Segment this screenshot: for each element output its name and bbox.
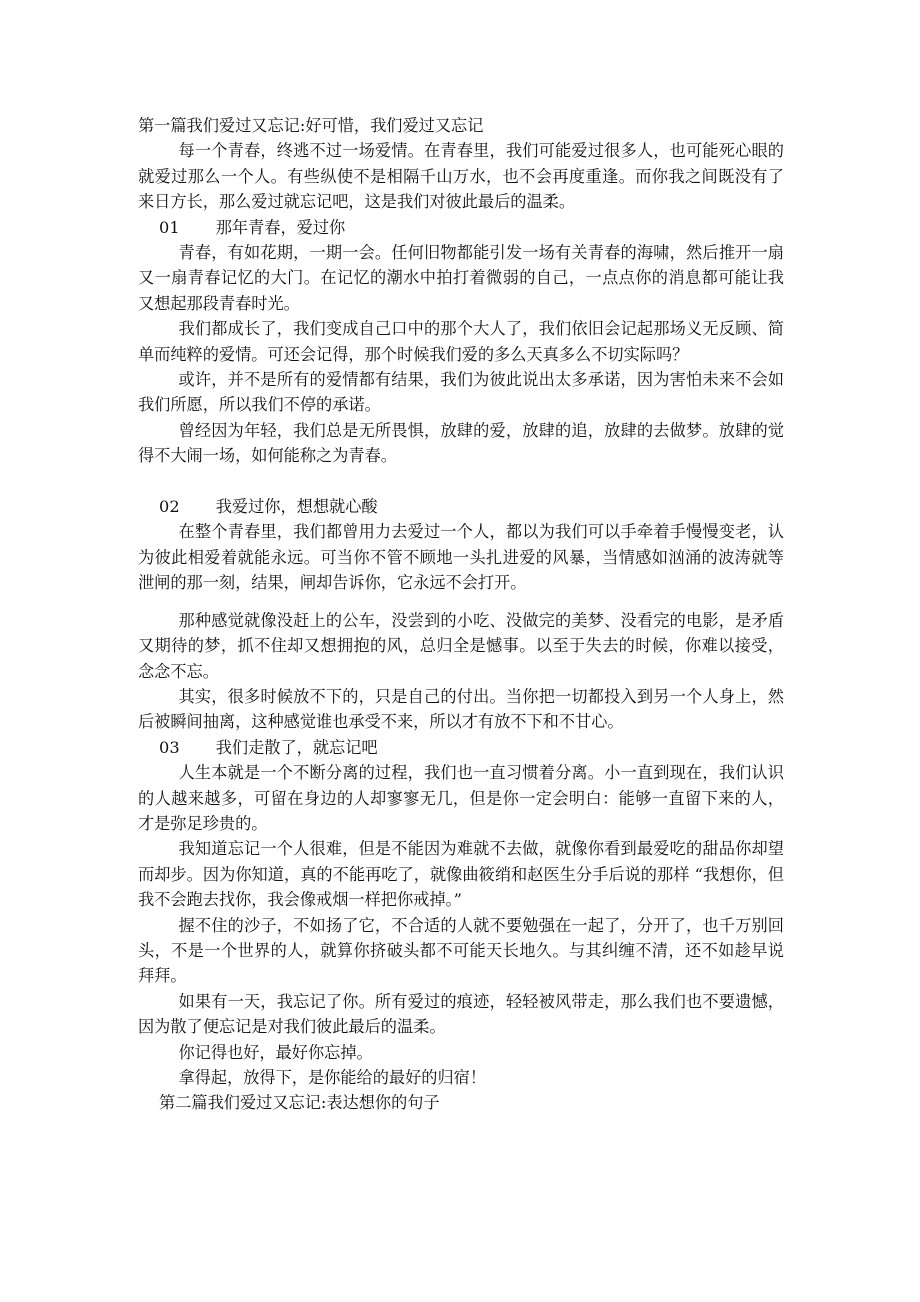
document-page [138, 113, 784, 1116]
section-title: 我爱过你，想想就心酸 [215, 497, 378, 517]
paragraph: 青春，有如花期，一期一会。任何旧物都能引发一场有关青春的海啸，然后推开一扇又一扇青春记忆的大门。在记忆的潮水中拍打着微弱的自己，一点点你的消息都可能让我又想起那段青春时光。 [138, 243, 784, 313]
article-title: 第一篇我们爱过又忘记:好可惜，我们爱过又忘记 [138, 116, 484, 135]
paragraph: 拿得起，放得下，是你能给的最好的归宿！ [178, 1068, 487, 1088]
paragraph: 那种感觉就像没赶上的公车，没尝到的小吃、没做完的美梦、没看完的电影，是矛盾又期待的梦，抓不住却又想拥抱的风，总归全是憾事。以至于失去的时候，你难以接受，念念不忘。 [138, 610, 784, 681]
section-title: 我们走散了，就忘记吧 [215, 737, 378, 757]
paragraph: 我们都成长了，我们变成自己口中的那个大人了，我们依旧会记起那场义无反顾、简单而纯粹的爱情。可还会记得，那个时候我们爱的多么天真多么不切实际吗？ [138, 319, 784, 364]
paragraph: 曾经因为年轻，我们总是无所畏惧，放肆的爱，放肆的追，放肆的去做梦。放肆的觉得不大闹一场，如何能称之为青春。 [138, 420, 784, 466]
section-number: 01 [159, 217, 180, 237]
section-heading-03 [138, 735, 784, 760]
spacer [138, 469, 784, 494]
section-number: 03 [159, 737, 180, 757]
paragraph: 在整个青春里，我们都曾用力去爱过一个人，都以为我们可以手牵着手慢慢变老，认为彼此相爱着就能永远。可当你不管不顾地一头扎进爱的风暴，当情感如汹涌的波涛就等泄闸的那一刻，结果，闸却告诉你，它永远不会打开。 [138, 522, 784, 593]
paragraph: 你记得也好，最好你忘掉。 [178, 1042, 373, 1062]
spacer [138, 596, 784, 608]
paragraph: 握不住的沙子，不如扬了它，不合适的人就不要勉强在一起了，分开了，也千万别回头，不是一个世界的人，就算你挤破头都不可能天长地久。与其纠缠不清，还不如趁早说拜拜。 [138, 915, 784, 986]
intro-paragraph: 每一个青春，终逃不过一场爱情。在青春里，我们可能爱过很多人，也可能死心眼的就爱过那么一个人。有些纵使不是相隔千山万水，也不会再度重逢。而你我之间既没有了来日方长，那么爱过就忘记吧，这是我们对彼此最后的温柔。 [138, 141, 784, 212]
section-number: 02 [159, 497, 180, 517]
paragraph: 如果有一天，我忘记了你。所有爱过的痕迹，轻轻被风带走，那么我们也不要遗憾，因为散了便忘记是对我们彼此最后的温柔。 [138, 991, 784, 1037]
paragraph: 我知道忘记一个人很难，但是不能因为难就不去做，就像你看到最爱吃的甜品你却望而却步。因为你知道，真的不能再吃了，就像曲筱绡和赵医生分手后说的那样 “我想你，但我不会跑去找你，我会像戒烟一样把你戒掉。” [138, 839, 784, 910]
section-title: 那年青春，爱过你 [215, 217, 346, 237]
paragraph: 人生本就是一个不断分离的过程，我们也一直习惯着分离。小一直到现在，我们认识的人越来越多，可留在身边的人却寥寥无几，但是你一定会明白：能够一直留下来的人，才是弥足珍贵的。 [138, 763, 784, 833]
paragraph: 其实，很多时候放不下的，只是自己的付出。当你把一切都投入到另一个人身上，然后被瞬间抽离，这种感觉谁也承受不来，所以才有放不下和不甘心。 [138, 686, 784, 732]
second-article-title: 第二篇我们爱过又忘记:表达想你的句子 [159, 1093, 440, 1113]
section-heading-01 [138, 215, 784, 240]
paragraph: 或许，并不是所有的爱情都有结果，我们为彼此说出太多承诺，因为害怕未来不会如我们所愿，所以我们不停的承诺。 [138, 370, 784, 415]
section-heading-02 [138, 494, 784, 519]
